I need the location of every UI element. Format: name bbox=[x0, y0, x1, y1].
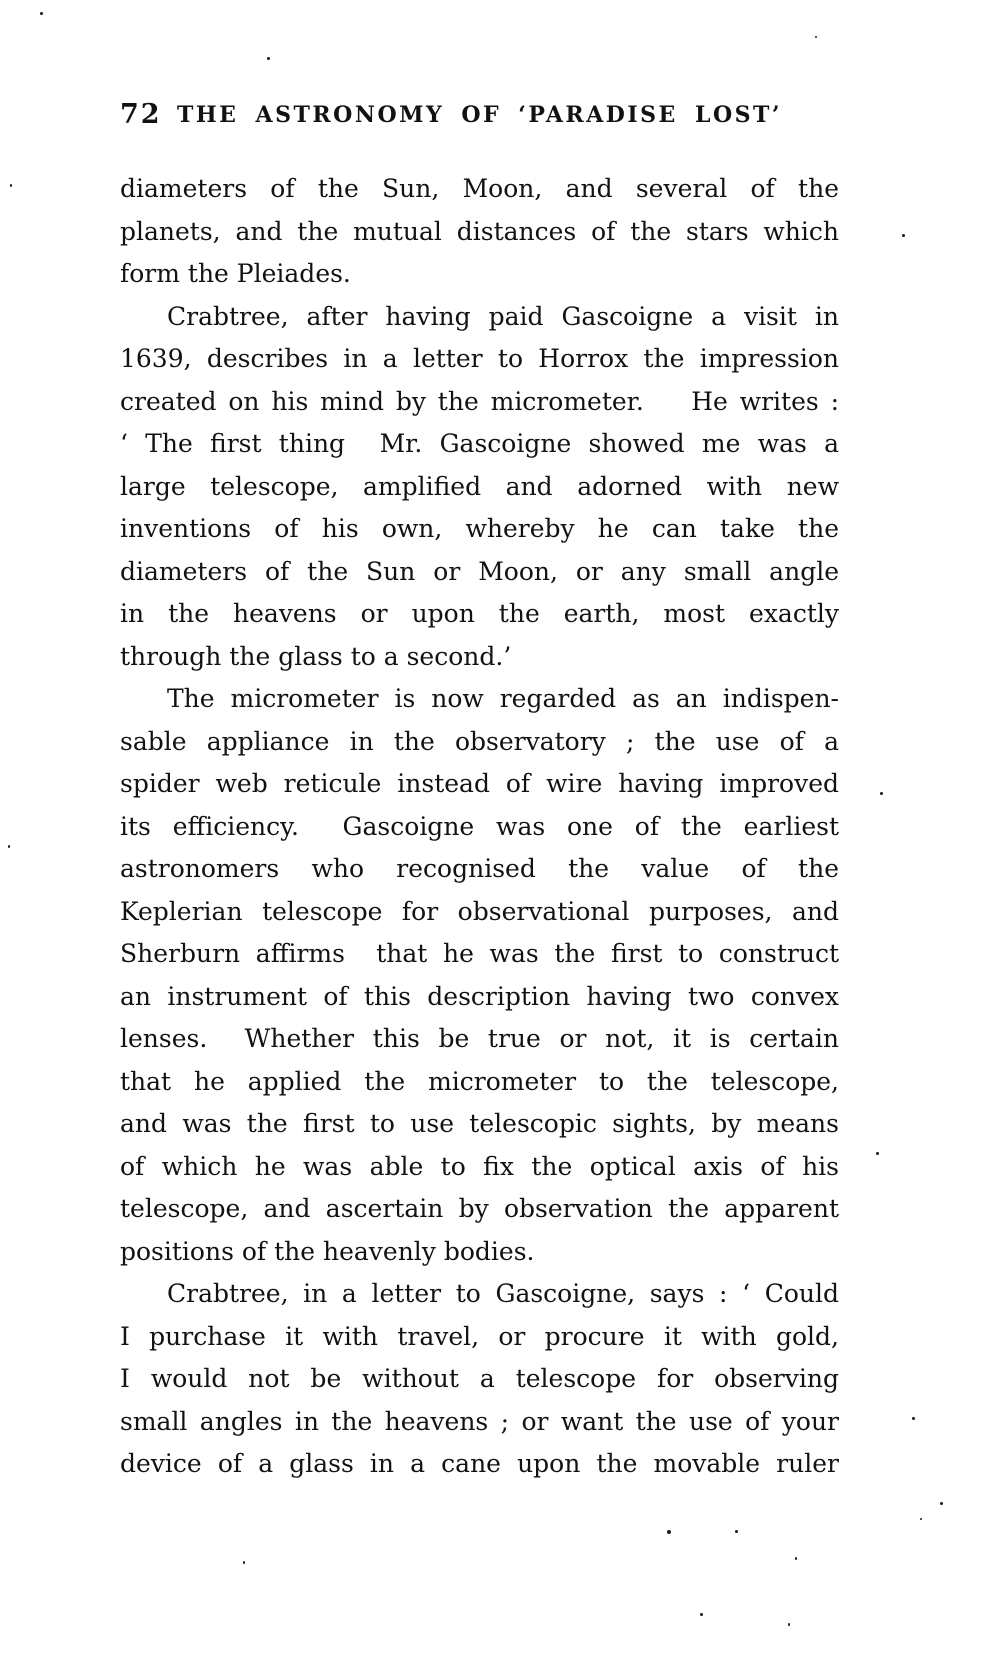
scan-speck bbox=[243, 1561, 245, 1564]
scan-speck bbox=[880, 792, 883, 795]
scan-speck bbox=[940, 1502, 943, 1505]
text-column bbox=[120, 100, 839, 1486]
scan-speck bbox=[876, 1152, 879, 1155]
text-line: and was the first to use telescopic sights, by means bbox=[120, 1109, 839, 1138]
text-line: telescope, and ascertain by observation the apparent bbox=[120, 1194, 839, 1223]
scan-speck bbox=[10, 184, 12, 187]
text-line: device of a glass in a cane upon the movable ruler bbox=[120, 1449, 839, 1478]
scan-speck bbox=[815, 36, 817, 38]
text-line: lenses. Whether this be true or not, it is certain bbox=[120, 1024, 839, 1053]
scan-speck bbox=[920, 1518, 922, 1520]
text-line: Crabtree, after having paid Gascoigne a visit in bbox=[167, 301, 839, 331]
scan-speck bbox=[912, 1417, 915, 1420]
text-line: Sherburn affirms that he was the first to construct bbox=[120, 939, 839, 968]
paragraph bbox=[120, 296, 839, 679]
page-body bbox=[120, 168, 839, 1486]
text-line: form the Pleiades. bbox=[120, 259, 351, 288]
text-line: I would not be without a telescope for observing bbox=[120, 1364, 839, 1393]
text-line: spider web reticule instead of wire having improved bbox=[120, 769, 839, 798]
text-line: small angles in the heavens ; or want the use of your bbox=[120, 1406, 839, 1436]
scan-speck bbox=[40, 12, 43, 15]
text-line: I purchase it with travel, or procure it with gold, bbox=[120, 1321, 839, 1351]
text-line: diameters of the Sun, Moon, and several of the bbox=[120, 174, 839, 203]
scan-speck bbox=[8, 845, 10, 848]
paragraph bbox=[120, 1273, 839, 1486]
scan-speck bbox=[667, 1530, 671, 1534]
text-line: sable appliance in the observatory ; the use of a bbox=[120, 726, 839, 756]
text-line: positions of the heavenly bodies. bbox=[120, 1236, 535, 1266]
text-line: created on his mind by the micrometer. He writes : bbox=[120, 386, 839, 416]
paragraph bbox=[120, 168, 839, 296]
text-line: in the heavens or upon the earth, most exactly bbox=[120, 599, 839, 628]
scan-speck bbox=[267, 57, 270, 60]
text-line: of which he was able to fix the optical axis of his bbox=[120, 1151, 839, 1181]
text-line: an instrument of this description having two convex bbox=[120, 981, 839, 1011]
running-head bbox=[120, 100, 839, 130]
text-line: Crabtree, in a letter to Gascoigne, says : ‘ Could bbox=[167, 1279, 839, 1308]
text-line: planets, and the mutual distances of the stars which bbox=[120, 216, 839, 246]
scan-speck bbox=[902, 234, 905, 237]
text-line: Keplerian telescope for observational purposes, and bbox=[120, 896, 839, 926]
text-line: astronomers who recognised the value of the bbox=[120, 854, 839, 883]
scan-speck bbox=[788, 1623, 790, 1626]
text-line: that he applied the micrometer to the telescope, bbox=[120, 1066, 839, 1096]
running-title: THE ASTRONOMY OF ‘PARADISE LOST’ bbox=[176, 102, 783, 128]
scan-speck bbox=[795, 1557, 797, 1560]
text-line: ‘ The first thing Mr. Gascoigne showed me was a bbox=[120, 429, 839, 458]
text-line: through the glass to a second.’ bbox=[120, 641, 512, 671]
page-number: 72 bbox=[120, 99, 162, 130]
text-line: inventions of his own, whereby he can take the bbox=[120, 514, 839, 543]
scan-speck bbox=[735, 1530, 738, 1533]
text-line: The micrometer is now regarded as an indispen- bbox=[167, 684, 839, 713]
scan-speck bbox=[700, 1613, 703, 1616]
paragraph bbox=[120, 678, 839, 1273]
text-line: 1639, describes in a letter to Horrox the impression bbox=[120, 344, 839, 373]
text-line: large telescope, amplified and adorned with new bbox=[120, 471, 839, 501]
text-line: its efficiency. Gascoigne was one of the earliest bbox=[120, 811, 839, 841]
text-line: diameters of the Sun or Moon, or any small angle bbox=[120, 556, 839, 586]
